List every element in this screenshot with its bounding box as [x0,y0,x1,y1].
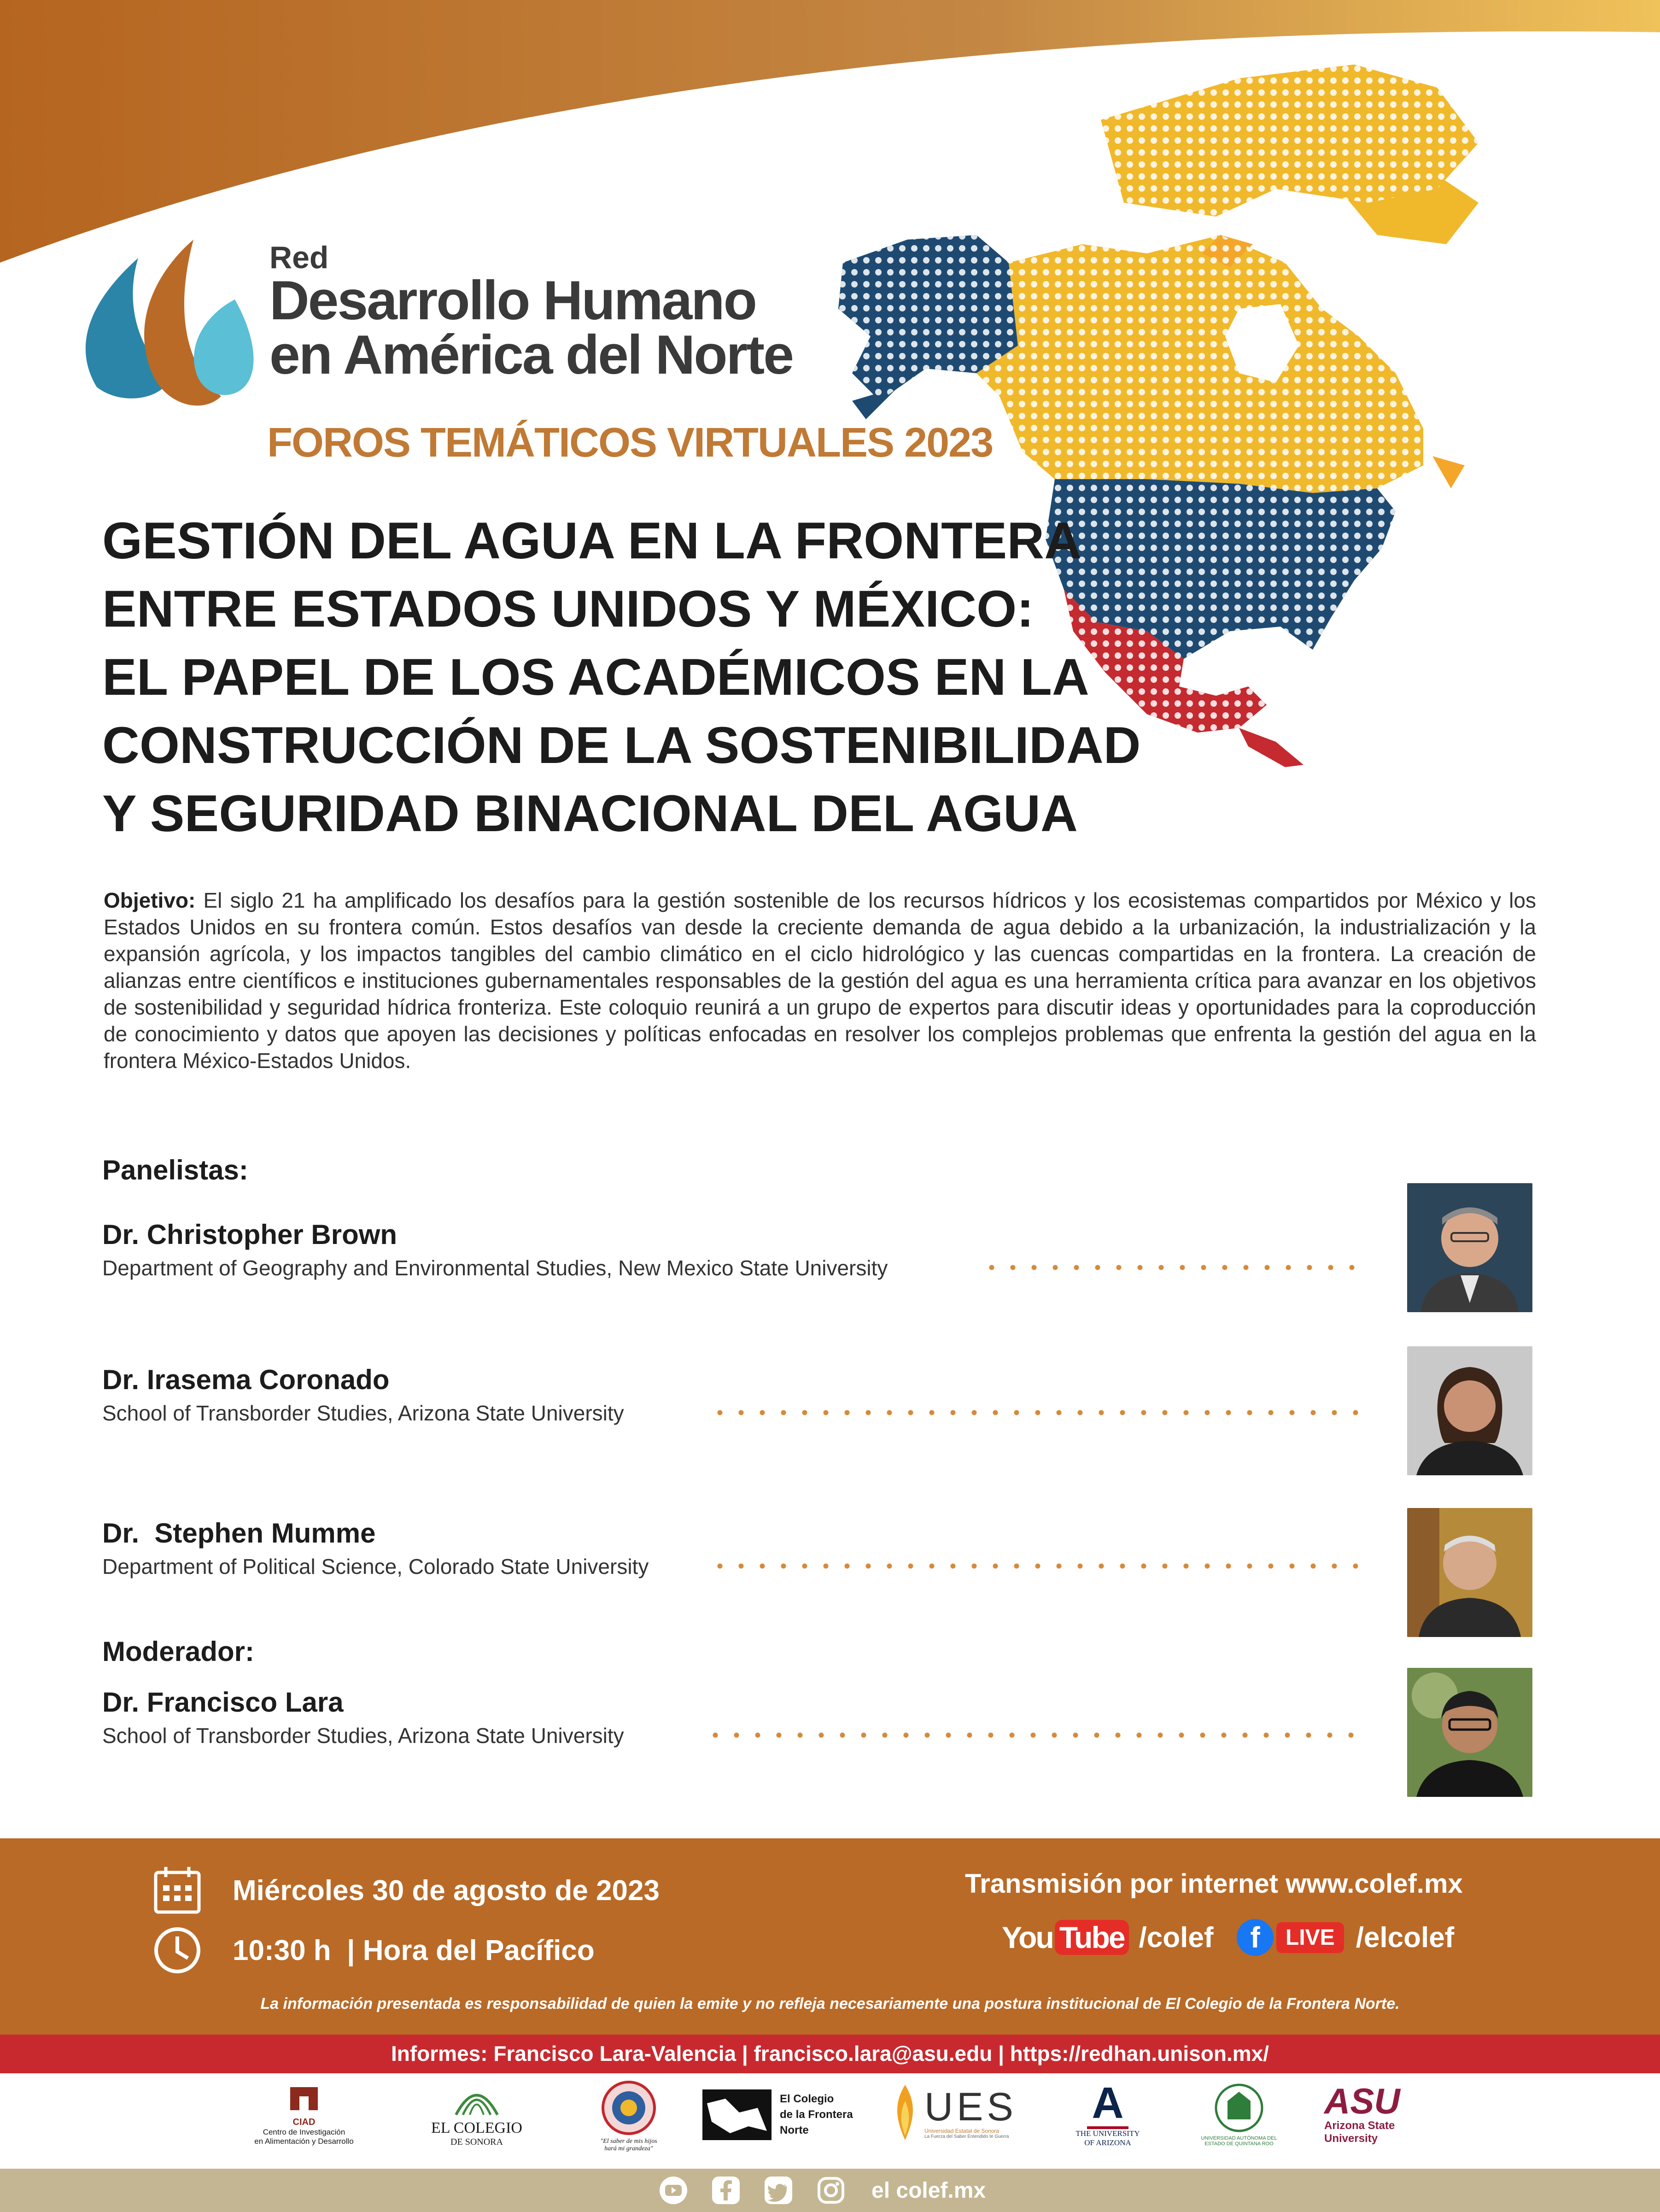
moderator-name: Dr. Francisco Lara [102,1687,344,1718]
colef-line3: Norte [780,2124,809,2136]
event-date: Miércoles 30 de agosto de 2023 [233,1875,660,1907]
uqroo-line2: ESTADO DE QUINTANA ROO [1204,2141,1274,2147]
forums-subtitle: FOROS TEMÁTICOS VIRTUALES 2023 [267,420,993,466]
facebook-live-badge: LIVE [1276,1922,1344,1953]
uqroo-seal-icon [1214,2083,1264,2133]
youtube-channel-link[interactable] [1002,1917,1213,1958]
ciad-line1: Centro de Investigación [263,2128,345,2136]
facebook-icon: f [1237,1919,1274,1956]
disclaimer: La información presentada es responsabilidad de quien la emite y no refleja necesariamente una postura institucional de El Colegio de la Frontera Norte. [260,1995,1400,2013]
logo-line-america: en América del Norte [269,324,793,386]
leader-dots [981,1265,1363,1270]
event-time [233,1934,595,1967]
asu-logo [1324,2083,1426,2145]
event-time-value: 10:30 h [233,1935,331,1966]
youtube-handle: /colef [1139,1921,1214,1954]
uqroo-logo [1188,2083,1290,2147]
title-line-1: GESTIÓN DEL AGUA EN LA FRONTERA [102,512,1081,569]
ues-logo [891,2083,1017,2142]
uofa-line2: OF ARIZONA [1084,2138,1131,2147]
ciad-line2: en Alimentación y Desarrollo [254,2137,354,2146]
panelist-name-2: Dr. Irasema Coronado [102,1364,390,1395]
ues-line2: La Fuerza del Saber Entendido te Guerra [924,2134,1009,2139]
colef-line2: de la Frontera [780,2108,853,2121]
event-timezone: | Hora del Pacífico [347,1935,595,1966]
title-line-3: EL PAPEL DE LOS ACADÉMICOS EN LA [102,648,1089,706]
panelist-photo-1 [1407,1183,1532,1312]
colegio-sonora-logo [424,2080,530,2147]
leader-dots [709,1410,1363,1415]
colef-text [780,2091,853,2138]
asu-line2: University [1324,2132,1378,2145]
stream-label: Transmisión por internet www.colef.mx [965,1869,1463,1899]
facebook-handle: /elcolef [1356,1921,1455,1954]
ciad-logo [244,2083,364,2146]
panelist-name-3: Dr. Stephen Mumme [102,1518,376,1549]
uofa-logo [1062,2080,1154,2147]
footer-site-link[interactable]: el colef.mx [871,2178,986,2203]
instagram-icon[interactable] [816,2176,846,2205]
unison-motto-1: "El saber de mis hijos [600,2138,657,2145]
colef-mark-icon [702,2089,772,2140]
moderator-heading: Moderador: [102,1636,254,1667]
panelist-photo-2 [1407,1346,1532,1475]
panelist-affiliation-3: Department of Political Science, Colorado State University [102,1555,649,1578]
sonora-emblem-icon [451,2080,502,2117]
youtube-icon[interactable] [659,2176,688,2205]
panelist-affiliation-1: Department of Geography and Environmental Studies, New Mexico State University [102,1256,888,1280]
leader-dots [705,1732,1359,1738]
panelist-name-1: Dr. Christopher Brown [102,1219,397,1250]
clock-icon [152,1925,203,1976]
title-line-5: Y SEGURIDAD BINACIONAL DEL AGUA [102,785,1078,842]
panelists-heading: Panelistas: [102,1155,248,1185]
panelist-photo-3 [1407,1508,1532,1637]
panelist-affiliation-2: School of Transborder Studies, Arizona State University [102,1401,624,1425]
colef-line1: El Colegio [780,2093,834,2105]
sonora-line2: DE SONORA [450,2137,503,2147]
unison-seal-icon [601,2080,656,2136]
twitter-icon[interactable] [764,2176,793,2205]
contact-info: Informes: Francisco Lara-Valencia | francisco.lara@asu.edu | https://redhan.unison.mx/ [391,2042,1269,2065]
event-title [102,507,1208,848]
objective-paragraph [104,887,1536,1074]
ues-line1: Universidad Estatal de Sonora [924,2127,1000,2134]
colef-logo [702,2089,853,2140]
facebook-icon[interactable] [711,2176,741,2205]
youtube-you: You [1002,1920,1053,1954]
uofa-line1: THE UNIVERSITY [1075,2129,1140,2138]
sonora-line1: EL COLEGIO [431,2119,522,2136]
network-logo-text [269,240,793,386]
asu-abbr: ASU [1324,2081,1400,2121]
facebook-live-link[interactable] [1237,1917,1454,1958]
uqroo-line1: UNIVERSIDAD AUTÓNOMA DEL [1201,2136,1277,2141]
logo-line-desarrollo: Desarrollo Humano [269,270,756,331]
objective-label: Objetivo: [104,888,196,912]
objective-text: El siglo 21 ha amplificado los desafíos para la gestión sostenible de los recursos hídricos y los ecosistemas compartidos por México y los Estados Unidos en su frontera común. Estos desafíos van desde la creciente demanda de agua debido a la urbanización, la industrialización y la expansión agrícola, y los impactos tangibles del cambio climático en el ciclo hidrológico y las cuencas compartidas en la frontera. La creación de alianzas entre científicos e instituciones gubernamentales responsables de la gestión del agua es una herramienta crítica para avanzar en los objetivos de sostenibilidad y seguridad hídrica fronteriza. Este coloquio reunirá a un grupo de expertos para discutir ideas y oportunidades para la coproducción de conocimiento y datos que apoyen las decisiones y políticas enfocadas en resolver los complejos problemas que enfrenta la gestión del agua en la frontera México-Estados Unidos. [104,888,1536,1073]
leader-dots [709,1563,1363,1569]
ues-flame-icon [891,2083,919,2142]
ciad-abbr: CIAD [292,2117,316,2127]
moderator-photo [1407,1668,1532,1797]
ues-abbr: UES [924,2084,1017,2129]
ciad-mark-icon [286,2083,322,2115]
social-links [659,2176,986,2205]
network-logo-icon [69,240,263,415]
unison-motto-2: hará mi grandeza" [604,2145,653,2152]
calendar-icon [152,1865,203,1916]
youtube-tube: Tube [1055,1920,1129,1955]
title-line-4: CONSTRUCCIÓN DE LA SOSTENIBILIDAD [102,716,1141,774]
asu-line1: Arizona State [1324,2119,1395,2132]
unison-logo [585,2080,672,2153]
uofa-mark: A [1087,2080,1128,2129]
moderator-affiliation: School of Transborder Studies, Arizona State University [102,1724,624,1748]
logo-line-red: Red [269,240,329,275]
title-line-2: ENTRE ESTADOS UNIDOS Y MÉXICO: [102,580,1034,638]
